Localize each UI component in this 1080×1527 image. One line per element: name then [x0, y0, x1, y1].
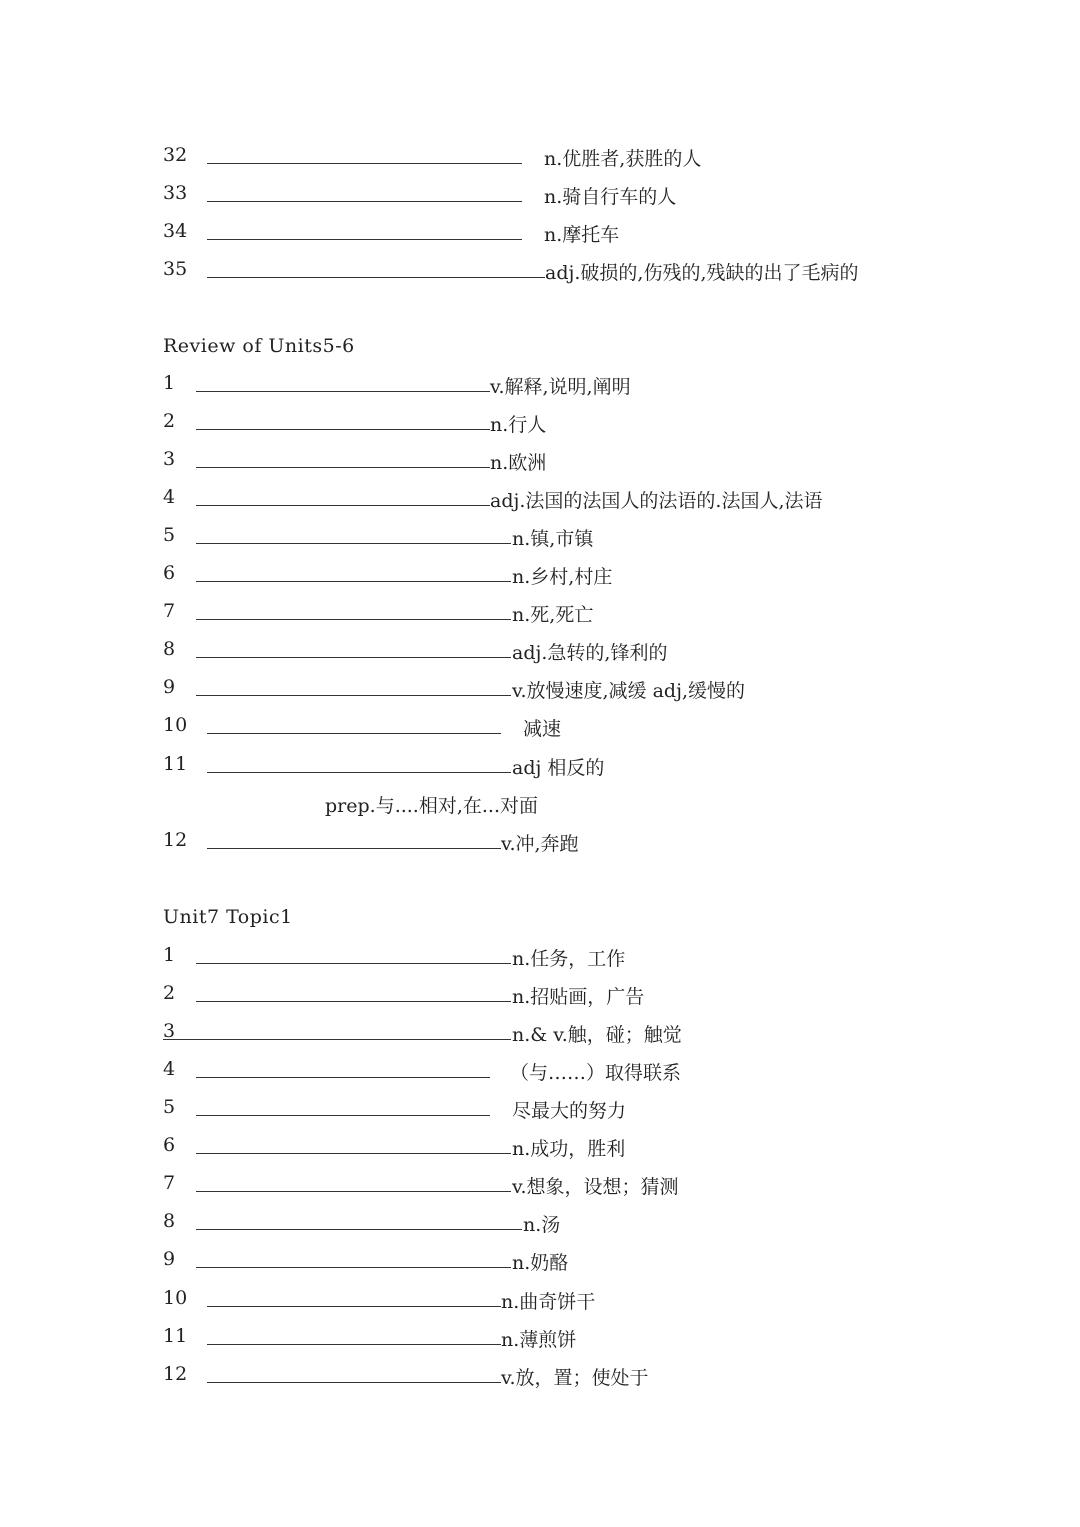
item-number: 2: [163, 410, 176, 432]
answer-blank[interactable]: [163, 1039, 511, 1040]
item-definition: adj.急转的,锋利的: [512, 642, 668, 664]
answer-blank[interactable]: [196, 657, 511, 658]
list-item: [0, 597, 1080, 627]
item-definition: adj.破损的,伤残的,残缺的出了毛病的: [545, 262, 859, 284]
item-definition: n.死,死亡: [512, 604, 594, 626]
item-number: 7: [163, 600, 176, 622]
answer-blank[interactable]: [196, 1153, 511, 1154]
answer-blank[interactable]: [207, 163, 522, 164]
list-item: [0, 1360, 1080, 1390]
list-item: [0, 750, 1080, 780]
item-number: 2: [163, 982, 176, 1004]
item-number: 11: [163, 753, 188, 775]
item-definition: 尽最大的努力: [512, 1100, 627, 1122]
item-definition: adj 相反的: [512, 757, 605, 779]
answer-blank[interactable]: [196, 1229, 522, 1230]
answer-blank[interactable]: [196, 1001, 511, 1002]
list-item: [0, 1207, 1080, 1237]
item-number: 35: [163, 258, 188, 280]
item-definition: n.成功，胜利: [512, 1138, 626, 1160]
item-definition: n.骑自行车的人: [544, 186, 677, 208]
list-item: [0, 369, 1080, 399]
item-number: 3: [163, 1020, 176, 1042]
list-item: [0, 826, 1080, 856]
list-item: [0, 141, 1080, 171]
item-number: 32: [163, 144, 188, 166]
item-number: 12: [163, 1363, 188, 1385]
list-item: [0, 635, 1080, 665]
item-number: 7: [163, 1172, 176, 1194]
list-item: [0, 1322, 1080, 1352]
item-number: 1: [163, 372, 176, 394]
section-heading: Unit7 Topic1: [163, 906, 293, 928]
item-definition: n.薄煎饼: [501, 1329, 577, 1351]
answer-blank[interactable]: [207, 772, 511, 773]
section-heading: Review of Units5-6: [163, 335, 355, 357]
list-item: [0, 179, 1080, 209]
list-item: [0, 979, 1080, 1009]
item-definition: v.放，置；使处于: [501, 1367, 649, 1389]
answer-blank[interactable]: [207, 733, 501, 734]
answer-blank[interactable]: [196, 505, 490, 506]
answer-blank[interactable]: [196, 963, 511, 964]
item-definition: n.乡村,村庄: [512, 566, 613, 588]
item-definition: n.奶酪: [512, 1252, 569, 1274]
item-number: 9: [163, 676, 176, 698]
answer-blank[interactable]: [207, 1382, 501, 1383]
answer-blank[interactable]: [207, 1344, 501, 1345]
answer-blank[interactable]: [196, 467, 490, 468]
item-definition: n.行人: [490, 414, 547, 436]
item-definition: n.汤: [523, 1214, 561, 1236]
item-number: 6: [163, 562, 176, 584]
list-item: [0, 483, 1080, 513]
list-item: [0, 1055, 1080, 1085]
list-item: [0, 217, 1080, 247]
item-number: 9: [163, 1248, 176, 1270]
answer-blank[interactable]: [196, 1115, 490, 1116]
item-definition: n.曲奇饼干: [501, 1291, 596, 1313]
item-definition: n.招贴画，广告: [512, 986, 645, 1008]
answer-blank[interactable]: [196, 581, 511, 582]
list-item: [0, 255, 1080, 285]
item-definition: v.冲,奔跑: [501, 833, 579, 855]
item-definition: （与……）取得联系: [510, 1062, 682, 1084]
answer-blank[interactable]: [196, 1267, 511, 1268]
list-item: [0, 559, 1080, 589]
answer-blank[interactable]: [207, 201, 522, 202]
answer-blank[interactable]: [196, 695, 511, 696]
item-number: 10: [163, 1287, 188, 1309]
item-number: 3: [163, 448, 176, 470]
answer-blank[interactable]: [207, 277, 545, 278]
list-item: [0, 941, 1080, 971]
answer-blank[interactable]: [196, 391, 490, 392]
answer-blank[interactable]: [207, 1306, 501, 1307]
list-item: [0, 1017, 1080, 1047]
item-number: 12: [163, 829, 188, 851]
item-number: 4: [163, 1058, 176, 1080]
item-number: 8: [163, 1210, 176, 1232]
item-definition: n.镇,市镇: [512, 528, 594, 550]
list-item: [0, 673, 1080, 703]
item-definition: n.任务，工作: [512, 948, 626, 970]
item-definition: v.想象，设想；猜测: [512, 1176, 679, 1198]
item-number: 33: [163, 182, 188, 204]
item-number: 10: [163, 714, 188, 736]
answer-blank[interactable]: [207, 848, 501, 849]
list-item: [0, 445, 1080, 475]
item-number: 1: [163, 944, 176, 966]
item-definition: n.& v.触，碰；触觉: [512, 1024, 682, 1046]
answer-blank[interactable]: [196, 619, 511, 620]
item-number: 4: [163, 486, 176, 508]
list-item: [0, 1169, 1080, 1199]
item-definition: 减速: [523, 718, 562, 740]
definition-continuation: prep.与....相对,在...对面: [325, 795, 539, 817]
answer-blank[interactable]: [196, 1191, 511, 1192]
item-number: 6: [163, 1134, 176, 1156]
list-item: [0, 1131, 1080, 1161]
item-definition: v.放慢速度,减缓 adj,缓慢的: [512, 680, 746, 702]
answer-blank[interactable]: [196, 1077, 490, 1078]
answer-blank[interactable]: [196, 543, 511, 544]
list-item: [0, 1093, 1080, 1123]
item-number: 5: [163, 1096, 176, 1118]
item-definition: n.欧洲: [490, 452, 547, 474]
list-item: [0, 521, 1080, 551]
item-definition: n.摩托车: [544, 224, 620, 246]
list-item: [0, 1284, 1080, 1314]
item-number: 5: [163, 524, 176, 546]
answer-blank[interactable]: [207, 239, 522, 240]
item-definition: v.解释,说明,阐明: [490, 376, 631, 398]
answer-blank[interactable]: [196, 429, 490, 430]
item-definition: adj.法国的法国人的法语的.法国人,法语: [490, 490, 823, 512]
list-item: [0, 407, 1080, 437]
list-item: [0, 711, 1080, 741]
item-number: 8: [163, 638, 176, 660]
item-number: 11: [163, 1325, 188, 1347]
item-number: 34: [163, 220, 188, 242]
item-definition: n.优胜者,获胜的人: [544, 148, 702, 170]
list-item: [0, 1245, 1080, 1275]
